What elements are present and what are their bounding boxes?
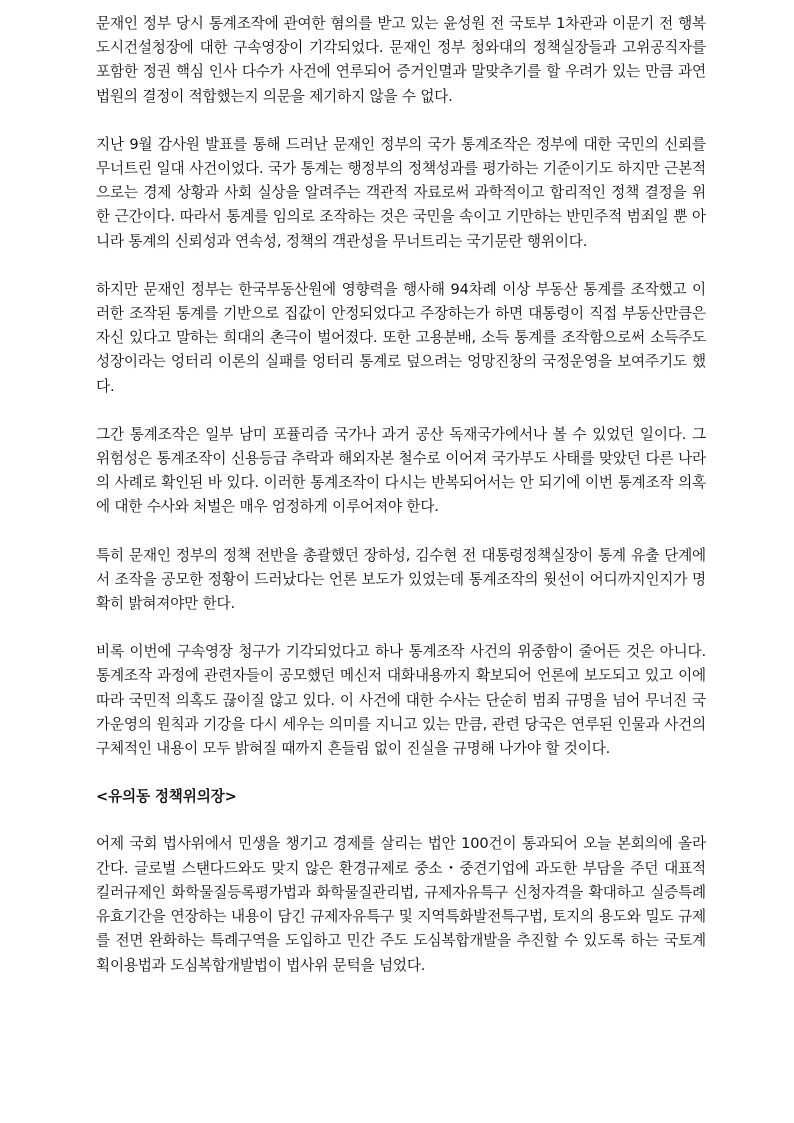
paragraph: 문재인 정부 당시 통계조작에 관여한 혐의를 받고 있는 윤성원 전 국토부 1차관과 이문기 전 행복도시건설청장에 대한 구속영장이 기각되었다. 문재인 정부 청와대의 정책실장들과 고위공직자를 포함한 정권 핵심 인사 다수가 사건에 연루되어 증거인멸과 말맞추기를 할 우려가 있는 만큼 과연 법원의 결정이 적합했는지 의문을 제기하지 않을 수 없다.: [96, 15, 706, 105]
paragraph: 비록 이번에 구속영장 청구가 기각되었다고 하나 통계조작 사건의 위중함이 줄어든 것은 아니다. 통계조작 과정에 관련자들이 공모했던 메신저 대화내용까지 확보되어 언론에 보도되고 있고 이에 따라 국민적 의혹도 끊이질 않고 있다. 이 사건에 대한 수사는 단순히 범죄 규명을 넘어 무너진 국가운영의 원칙과 기강을 다시 세우는 의미를 지니고 있는 만큼, 관련 당국은 연루된 인물과 사건의 구체적인 내용이 모두 밝혀질 때까지 흔들림 없이 진실을 규명해 나가야 할 것이다.: [96, 643, 706, 758]
paragraph: 하지만 문재인 정부는 한국부동산원에 영향력을 행사해 94차례 이상 부동산 통계를 조작했고 이러한 조작된 통계를 기반으로 집값이 안정되었다고 주장하는가 하면 대통령이 직접 부동산만큼은 자신 있다고 말하는 희대의 촌극이 벌어졌다. 또한 고용분배, 소득 통계를 조작함으로써 소득주도성장이라는 엉터리 이론의 실패를 엉터리 통계로 덮으려는 엉망진창의 국정운영을 보여주기도 했다.: [96, 280, 706, 395]
paragraph: 그간 통계조작은 일부 남미 포퓰리즘 국가나 과거 공산 독재국가에서나 볼 수 있었던 일이다. 그 위험성은 통계조작이 신용등급 추락과 해외자본 철수로 이어져 국가부도 사태를 맞았던 다른 나라의 사례로 확인된 바 있다. 이러한 통계조작이 다시는 반복되어서는 안 되기에 이번 통계조작 의혹에 대한 수사와 처벌은 매우 엄정하게 이루어져야 한다.: [96, 425, 706, 516]
paragraph: 어제 국회 법사위에서 민생을 챙기고 경제를 살리는 법안 100건이 통과되어 오늘 본회의에 올라간다. 글로벌 스탠다드와도 맞지 않은 환경규제로 중소・중견기업에 과도한 부담을 주던 대표적 킬러규제인 화학물질등록평가법과 화학물질관리법, 규제자유특구 신청자격을 확대하고 실증특례 유효기간을 연장하는 내용이 담긴 규제자유특구 및 지역특화발전특구법, 토지의 용도와 밀도 규제를 전면 완화하는 특례구역을 도입하고 민간 주도 도심복합개발을 추진할 수 있도록 하는 국토계획이용법과 도심복합개발법이 법사위 문턱을 넘었다.: [96, 835, 706, 974]
section-heading: <유의동 정책위의장>: [96, 788, 237, 806]
paragraph: 특히 문재인 정부의 정책 전반을 총괄했던 장하성, 김수현 전 대통령정책실장이 통계 유출 단계에서 조작을 공모한 정황이 드러났다는 언론 보도가 있었는데 통계조작의 윗선이 어디까지인지가 명확히 밝혀져야만 한다.: [96, 546, 706, 613]
paragraph: 지난 9월 감사원 발표를 통해 드러난 문재인 정부의 국가 통계조작은 정부에 대한 국민의 신뢰를 무너트린 일대 사건이었다. 국가 통계는 행정부의 정책성과를 평가하는 기준이기도 하지만 근본적으로는 경제 상황과 사회 실상을 알려주는 객관적 자료로써 과학적이고 합리적인 정책 결정을 위한 근간이다. 따라서 통계를 임의로 조작하는 것은 국민을 속이고 기만하는 반민주적 범죄일 뿐 아니라 통계의 신뢰성과 연속성, 정책의 객관성을 무너트리는 국기문란 행위이다.: [96, 135, 706, 250]
document-page: [96, 12, 706, 1002]
